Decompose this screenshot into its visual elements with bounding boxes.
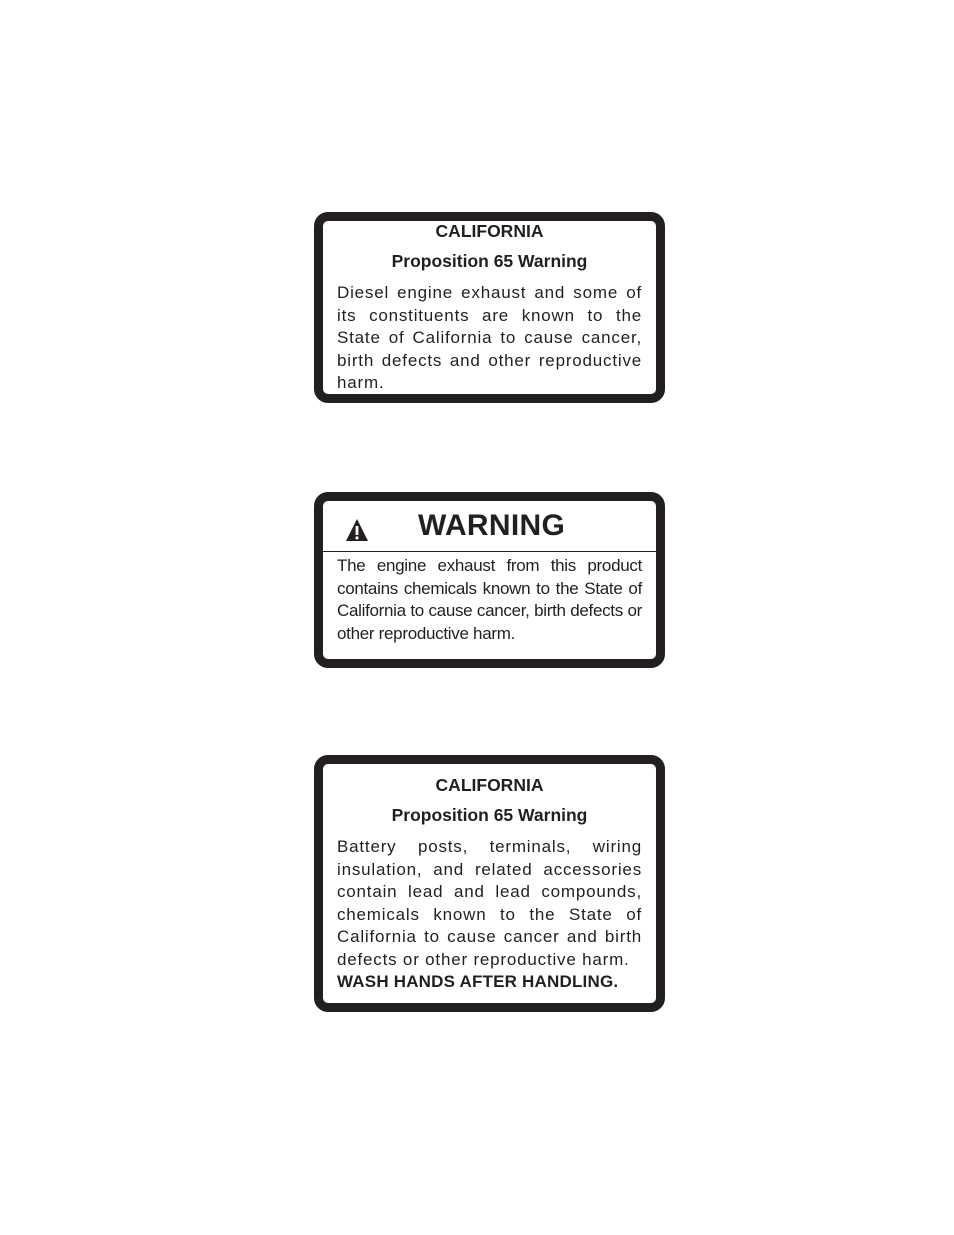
label-heading-state: CALIFORNIA — [435, 221, 544, 241]
label-heading-state: CALIFORNIA — [435, 775, 544, 795]
label-body-text: Diesel engine exhaust and some of its constituents are known to the State of California to cause cancer, birth defects and other reproductive harm. — [337, 283, 642, 392]
warning-engine-exhaust-label — [314, 492, 665, 668]
wash-hands-emphasis: WASH HANDS AFTER HANDLING. — [337, 972, 619, 991]
warning-title: WARNING — [418, 509, 566, 542]
label-heading-proposition: Proposition 65 Warning — [391, 251, 588, 271]
prop65-diesel-exhaust-label — [314, 212, 665, 403]
label-body-text-container — [337, 836, 642, 994]
label-body-text: The engine exhaust from this product contains chemicals known to the State of California to cause cancer, birth defects or other reproductive harm. — [337, 556, 642, 643]
label-heading-proposition: Proposition 65 Warning — [391, 805, 588, 825]
warning-triangle-icon — [345, 518, 369, 542]
label-body-text: Battery posts, terminals, wiring insulation, and related accessories contain lead and lead compounds, chemicals known to the State of California to cause cancer and birth defects or other reproductive harm. — [337, 837, 642, 969]
warning-header — [323, 501, 656, 552]
prop65-battery-label — [314, 755, 665, 1012]
